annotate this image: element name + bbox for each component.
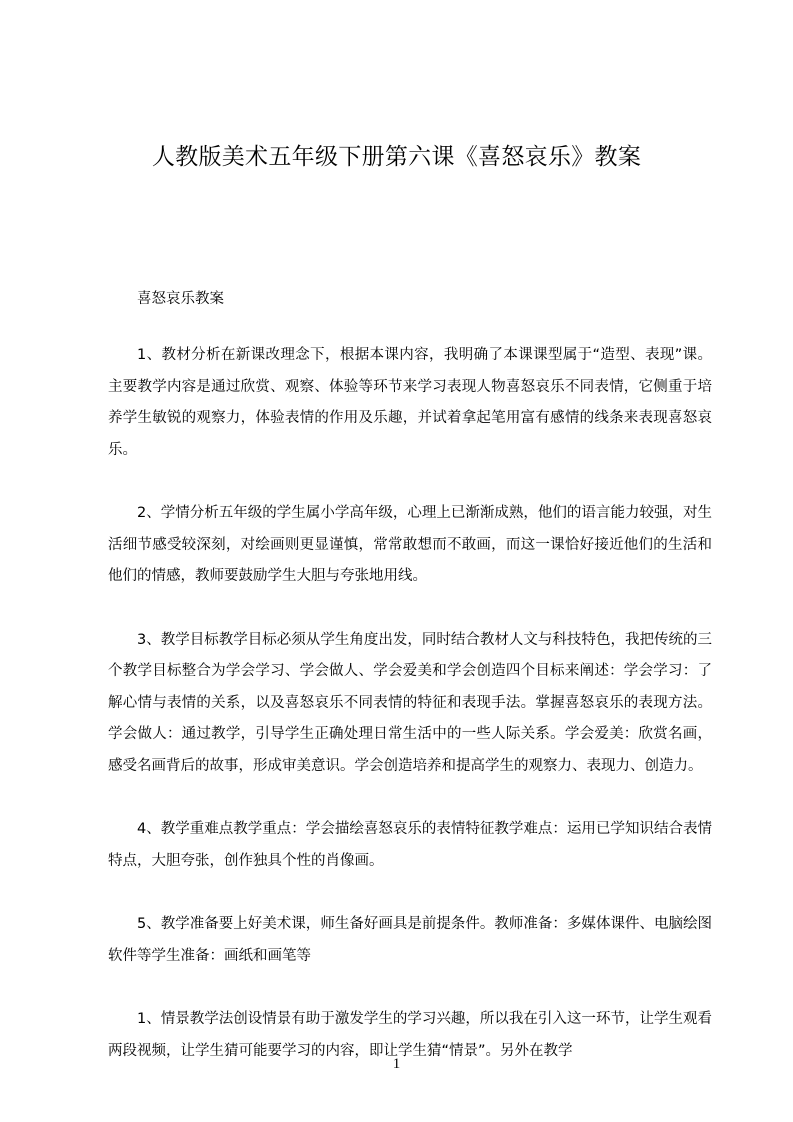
page-title: 人教版美术五年级下册第六课《喜怒哀乐》教案: [151, 144, 642, 170]
paragraph-preparation: 5、教学准备要上好美术课，师生备好画具是前提条件。教师准备：多媒体课件、电脑绘图软件等学生准备：画纸和画笔等: [108, 916, 712, 964]
paragraph-key-difficulties: 4、教学重难点教学重点：学会描绘喜怒哀乐的表情特征教学难点：运用已学知识结合表情特点，大胆夸张，创作独具个性的肖像画。: [108, 821, 712, 869]
paragraph-student-analysis: 2、学情分析五年级的学生属小学高年级，心理上已渐渐成熟，他们的语言能力较强，对生活细节感受较深刻，对绘画则更显谨慎，常常敢想而不敢画，而这一课恰好接近他们的生活和他们的情感，教师要鼓励学生大胆与夸张地用线。: [108, 505, 712, 584]
document-body: [108, 340, 712, 1099]
paragraph-teaching-goals: 3、教学目标教学目标必须从学生角度出发，同时结合教材人文与科技特色，我把传统的三个教学目标整合为学会学习、学会做人、学会爱美和学会创造四个目标来阐述：学会学习：了解心情与表情的关系，以及喜怒哀乐不同表情的特征和表现手法。掌握喜怒哀乐的表现方法。学会做人：通过教学，引导学生正确处理日常生活中的一些人际关系。学会爱美：欣赏名画，感受名画背后的故事，形成审美意识。学会创造培养和提高学生的观察力、表现力、创造力。: [108, 631, 712, 774]
paragraph-situational-method: 1、情景教学法创设情景有助于激发学生的学习兴趣，所以我在引入这一环节，让学生观看两段视频，让学生猜可能要学习的内容，即让学生猜“情景”。另外在教学: [108, 1011, 712, 1059]
page-number: 1: [392, 1056, 401, 1072]
document-subtitle: 喜怒哀乐教案: [137, 291, 224, 307]
paragraph-textbook-analysis: 1、教材分析在新课改理念下，根据本课内容，我明确了本课课型属于“造型、表现”课。主要教学内容是通过欣赏、观察、体验等环节来学习表现人物喜怒哀乐不同表情，它侧重于培养学生敏锐的观察力，体验表情的作用及乐趣，并试着拿起笔用富有感情的线条来表现喜怒哀乐。: [108, 347, 712, 458]
